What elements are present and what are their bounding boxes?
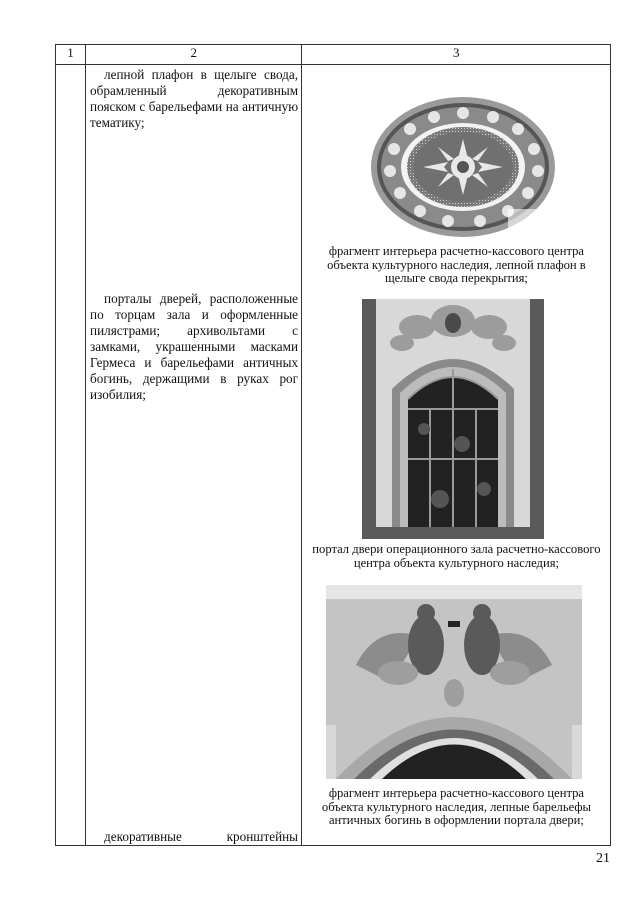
table-row (56, 65, 611, 846)
column-header-2: 2 (86, 45, 302, 65)
page-number: 21 (596, 851, 610, 866)
description-item-brackets: декоративные кронштейны (104, 829, 299, 844)
column-header-1: 1 (56, 45, 86, 65)
description-table (55, 44, 611, 846)
description-item-ceiling: лепной плафон в щелыге свода, обрамленный декоративным пояском с барельефами на античную тематику; (90, 67, 299, 130)
images-cell (302, 65, 611, 846)
portal-goddesses-photo (326, 585, 582, 779)
door-portal-photo (362, 299, 544, 539)
description-cell (86, 65, 302, 846)
column-header-3: 3 (302, 45, 611, 65)
ceiling-plafond-photo (368, 89, 558, 241)
caption-ceiling-plafond: фрагмент интерьера расчетно-кассового центра объекта культурного наследия, лепной плафон в щелыге свода перекрытия; (327, 244, 586, 285)
caption-door-portal: портал двери операционного зала расчетно-кассового центра объекта культурного наследия; (312, 542, 601, 570)
table-header-row (56, 45, 611, 65)
description-item-portals: порталы дверей, расположенные по торцам зала и оформленные пилястрами; архивольтами с замками, украшенными масками Гермеса и барельефами античных богинь, держащими в руках рог изобилия; (90, 291, 299, 402)
number-cell (56, 65, 86, 846)
caption-portal-goddesses: фрагмент интерьера расчетно-кассового центра объекта культурного наследия, лепные барельефы античных богинь в оформлении портала двери; (321, 786, 591, 827)
